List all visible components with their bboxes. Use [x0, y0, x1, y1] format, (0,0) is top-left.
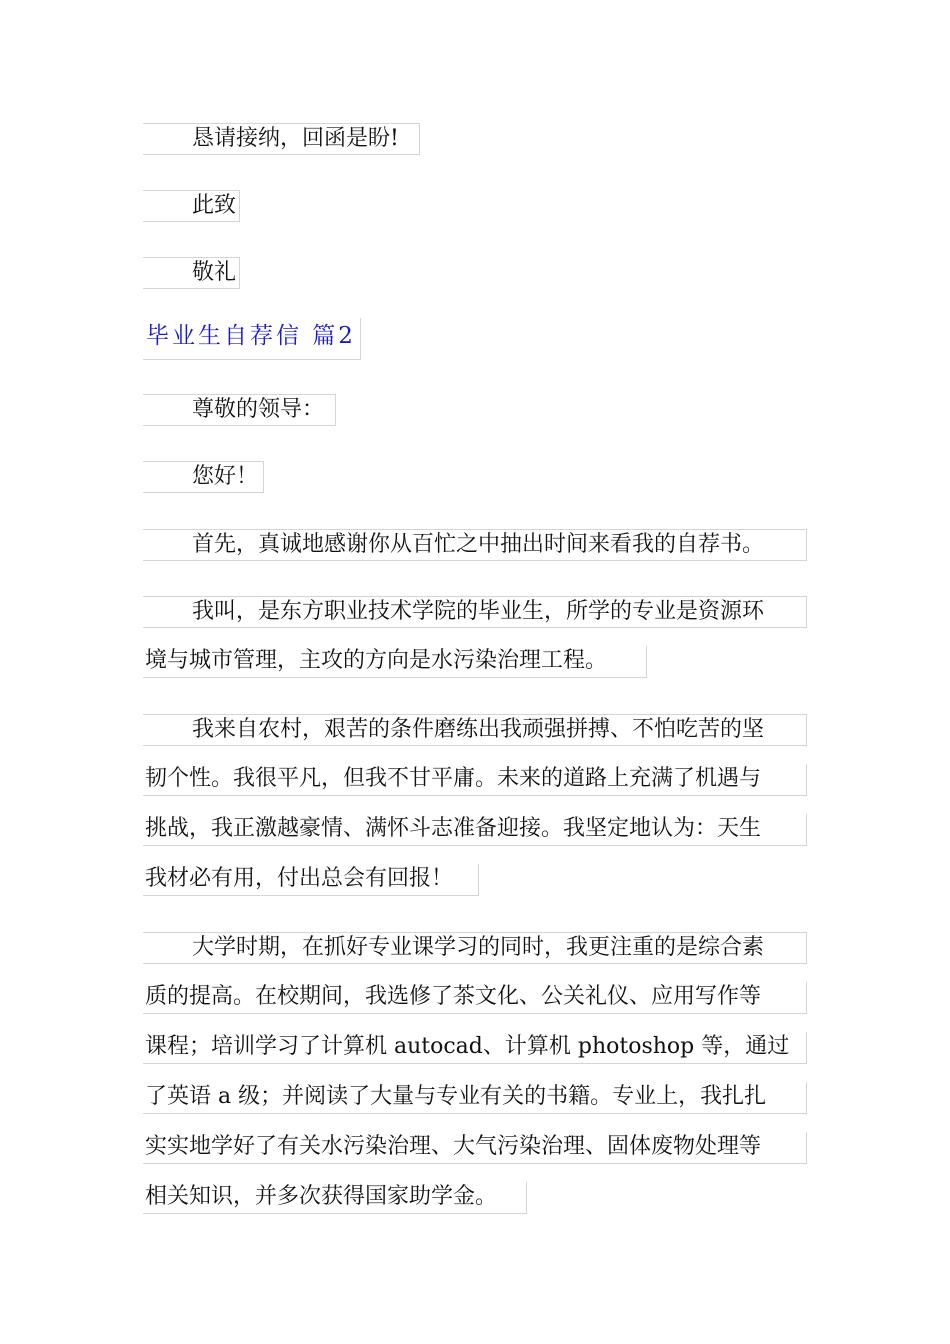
closing-regards: 敬礼: [143, 257, 240, 289]
paragraph-2-line-1: 我叫，是东方职业技术学院的毕业生，所学的专业是资源环: [143, 596, 807, 628]
paragraph-4-line-3: 课程；培训学习了计算机 autocad、计算机 photoshop 等，通过: [143, 1032, 807, 1064]
closing-request: 恳请接纳，回函是盼!: [143, 123, 420, 155]
paragraph-4-line-5: 实实地学好了有关水污染治理、大气污染治理、固体废物处理等: [143, 1132, 807, 1164]
paragraph-3-line-3: 挑战，我正激越豪情、满怀斗志准备迎接。我坚定地认为：天生: [143, 814, 807, 846]
paragraph-3-line-2: 韧个性。我很平凡，但我不甘平庸。未来的道路上充满了机遇与: [143, 764, 807, 796]
paragraph-4-line-6: 相关知识，并多次获得国家助学金。: [143, 1182, 527, 1214]
letter-greeting: 尊敬的领导：: [143, 394, 336, 426]
paragraph-4-line-2: 质的提高。在校期间，我选修了茶文化、公关礼仪、应用写作等: [143, 982, 807, 1014]
closing-salutation: 此致: [143, 190, 240, 222]
paragraph-3-line-1: 我来自农村，艰苦的条件磨练出我顽强拼搏、不怕吃苦的坚: [143, 714, 807, 746]
section-title: 毕业生自荐信 篇2: [143, 318, 361, 360]
paragraph-2-line-2: 境与城市管理，主攻的方向是水污染治理工程。: [143, 646, 647, 678]
paragraph-4-line-1: 大学时期，在抓好专业课学习的同时，我更注重的是综合素: [143, 932, 807, 964]
letter-hello: 您好！: [143, 461, 264, 493]
paragraph-3-line-4: 我材必有用，付出总会有回报！: [143, 864, 479, 896]
paragraph-1-line-1: 首先，真诚地感谢你从百忙之中抽出时间来看我的自荐书。: [143, 529, 807, 561]
paragraph-4-line-4: 了英语 a 级；并阅读了大量与专业有关的书籍。专业上，我扎扎: [143, 1082, 807, 1114]
